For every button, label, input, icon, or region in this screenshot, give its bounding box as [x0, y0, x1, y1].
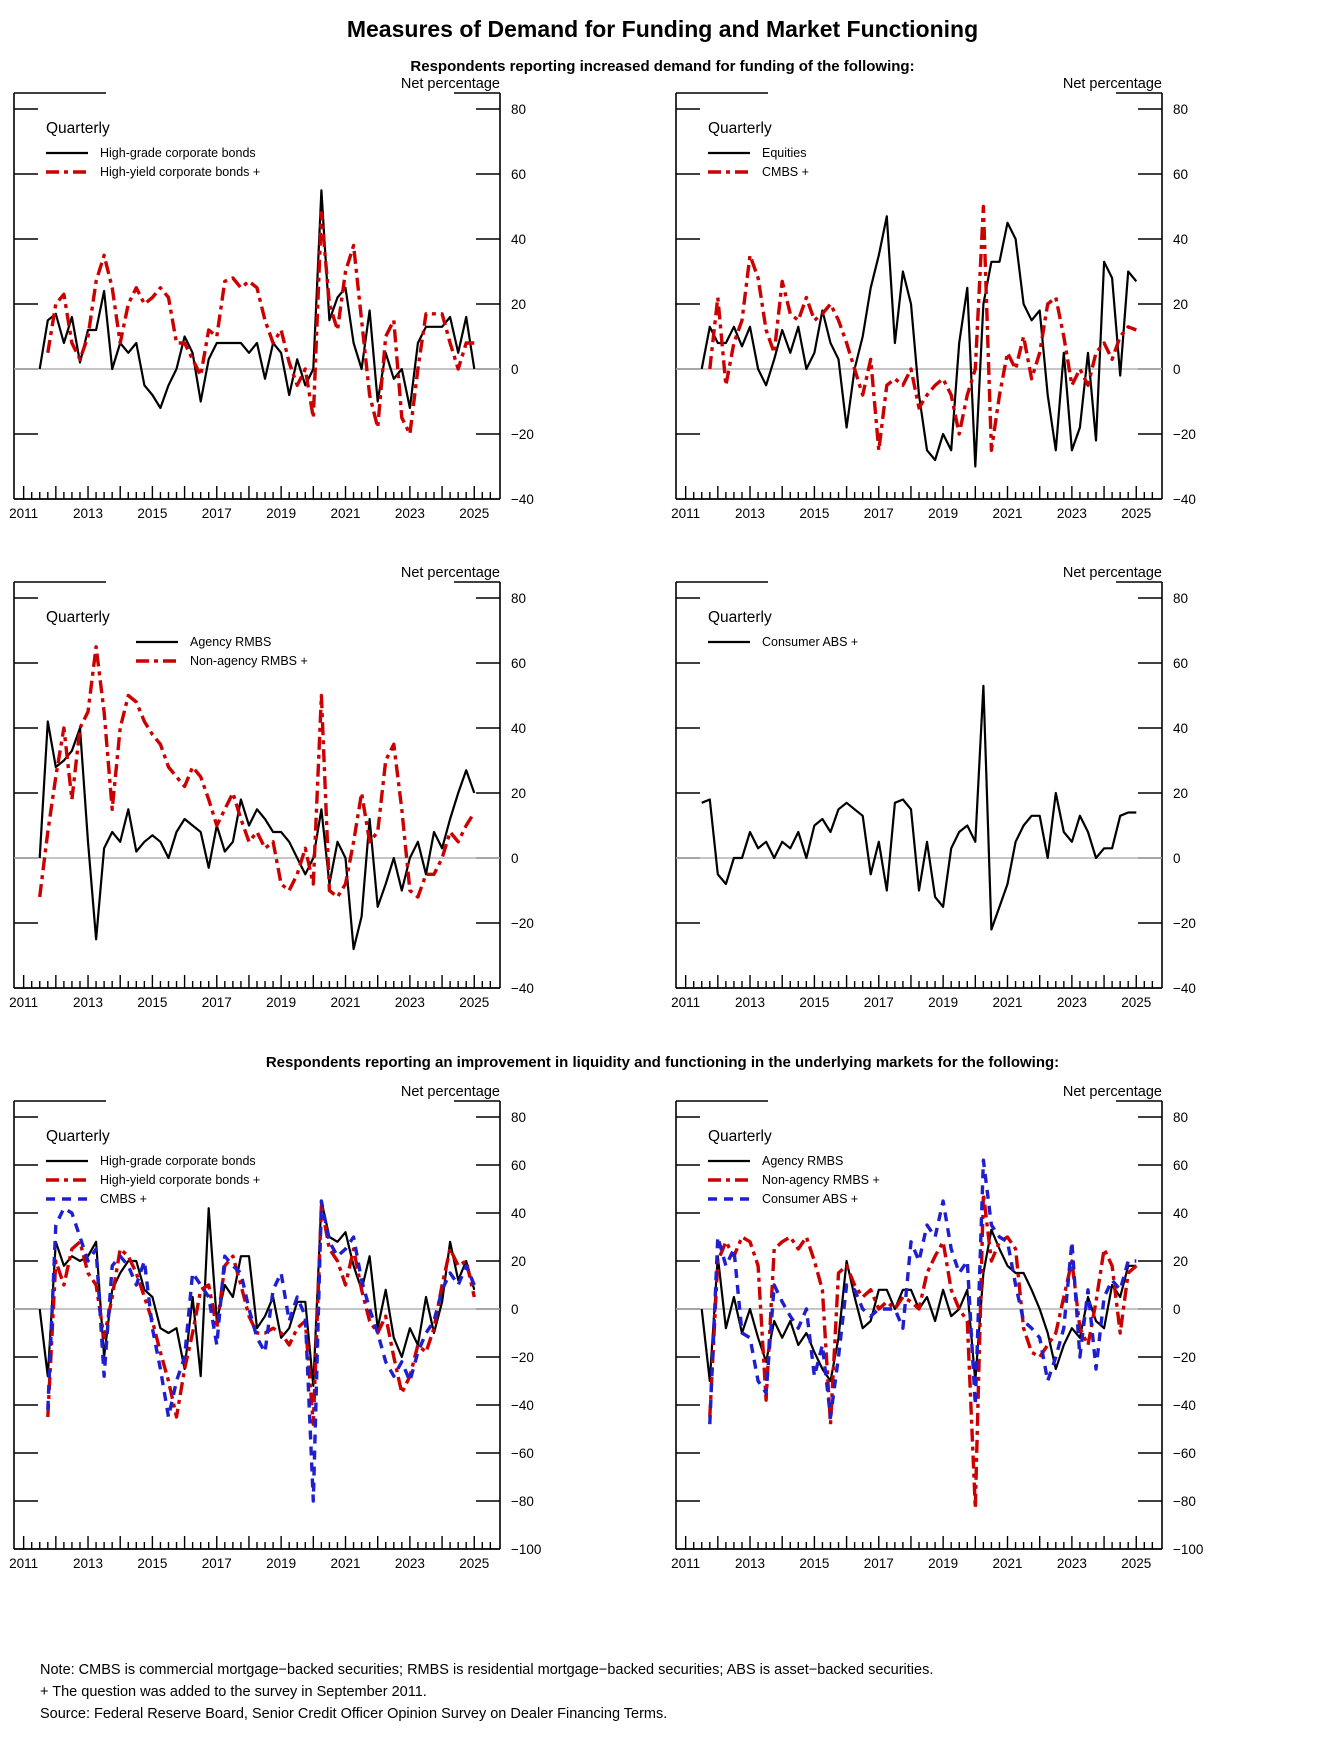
legend-label-high-yield-corporate-bonds: High-yield corporate bonds + — [100, 1173, 261, 1187]
y-axis-tick-label: 80 — [1173, 1110, 1189, 1125]
y-axis-tick-label: −40 — [511, 981, 534, 996]
y-axis-tick-label: 40 — [1173, 232, 1189, 247]
net-percentage-label: Net percentage — [1062, 1084, 1162, 1100]
y-axis-tick-label: 40 — [511, 721, 527, 736]
x-axis-year-label: 2017 — [863, 1556, 894, 1571]
x-axis-year-label: 2013 — [73, 995, 104, 1010]
series-line-high-grade-corporate-bonds — [40, 190, 475, 408]
liquidity-rmbs-abs-svg — [662, 1083, 1324, 1595]
x-axis-year-label: 2015 — [137, 1556, 168, 1571]
legend-label-non-agency-rmbs: Non-agency RMBS + — [762, 1173, 880, 1187]
x-axis-year-label: 2023 — [1056, 995, 1087, 1010]
y-axis-tick-label: 80 — [511, 1110, 527, 1125]
y-axis-tick-label: −60 — [511, 1446, 534, 1461]
y-axis-tick-label: −20 — [1173, 1350, 1196, 1365]
y-axis-tick-label: −20 — [1173, 427, 1196, 442]
x-axis-year-label: 2021 — [330, 995, 361, 1010]
x-axis-year-label: 2025 — [1121, 1556, 1152, 1571]
y-axis-tick-label: −20 — [511, 916, 534, 931]
y-axis-tick-label: 0 — [1173, 362, 1181, 377]
note-source: Source: Federal Reserve Board, Senior Credit Officer Opinion Survey on Dealer Financing Terms. — [40, 1705, 668, 1722]
x-axis-year-label: 2011 — [671, 506, 701, 521]
x-axis-year-label: 2017 — [863, 995, 894, 1010]
subtitle-funding-demand: Respondents reporting increased demand for funding of the following: — [410, 58, 915, 75]
x-axis-year-label: 2013 — [735, 1556, 766, 1571]
y-axis-tick-label: 60 — [511, 167, 527, 182]
y-axis-tick-label: 60 — [1173, 656, 1189, 671]
x-axis-year-label: 2025 — [459, 1556, 490, 1571]
y-axis-tick-label: −20 — [511, 1350, 534, 1365]
x-axis-year-label: 2025 — [459, 506, 490, 521]
y-axis-tick-label: −80 — [511, 1494, 534, 1509]
quarterly-label: Quarterly — [708, 609, 772, 626]
y-axis-tick-label: 60 — [511, 1158, 527, 1173]
x-axis-year-label: 2021 — [330, 1556, 361, 1571]
series-line-cmbs — [710, 207, 1137, 451]
series-line-cmbs — [48, 1201, 475, 1501]
legend-label-cmbs: CMBS + — [100, 1192, 147, 1206]
y-axis-tick-label: 0 — [511, 851, 519, 866]
demand-corporate-bonds-svg — [0, 75, 662, 545]
y-axis-tick-label: −80 — [1173, 1494, 1196, 1509]
y-axis-tick-label: 20 — [1173, 786, 1189, 801]
chart-demand-corporate-bonds — [0, 75, 662, 550]
x-axis-year-label: 2019 — [928, 506, 959, 521]
x-axis-year-label: 2011 — [9, 1556, 39, 1571]
legend-label-high-grade-corporate-bonds: High-grade corporate bonds — [100, 1154, 256, 1168]
y-axis-tick-label: 40 — [1173, 721, 1189, 736]
x-axis-year-label: 2023 — [1056, 506, 1087, 521]
chart-liquidity-rmbs-abs — [662, 1083, 1324, 1600]
x-axis-year-label: 2023 — [394, 1556, 425, 1571]
x-axis-year-label: 2011 — [671, 1556, 701, 1571]
chart-demand-consumer-abs — [662, 564, 1324, 1039]
x-axis-year-label: 2011 — [671, 995, 701, 1010]
x-axis-year-label: 2015 — [799, 1556, 830, 1571]
y-axis-tick-label: 80 — [511, 591, 527, 606]
y-axis-tick-label: −40 — [511, 1398, 534, 1413]
chart-demand-equities-cmbs — [662, 75, 1324, 550]
legend-label-high-yield-corporate-bonds: High-yield corporate bonds + — [100, 165, 261, 179]
quarterly-label: Quarterly — [708, 1128, 772, 1145]
x-axis-year-label: 2015 — [799, 995, 830, 1010]
y-axis-tick-label: 0 — [511, 362, 519, 377]
x-axis-year-label: 2025 — [459, 995, 490, 1010]
legend-label-equities: Equities — [762, 146, 807, 160]
x-axis-year-label: 2019 — [928, 1556, 959, 1571]
y-axis-tick-label: 40 — [1173, 1206, 1189, 1221]
y-axis-tick-label: −40 — [1173, 981, 1196, 996]
y-axis-tick-label: 80 — [1173, 102, 1189, 117]
quarterly-label: Quarterly — [46, 1128, 110, 1145]
x-axis-year-label: 2017 — [201, 506, 232, 521]
y-axis-tick-label: 40 — [511, 232, 527, 247]
y-axis-tick-label: −40 — [1173, 1398, 1196, 1413]
note-plus-sign: + The question was added to the survey in September 2011. — [40, 1683, 427, 1700]
x-axis-year-label: 2021 — [992, 506, 1023, 521]
y-axis-tick-label: −40 — [511, 492, 534, 507]
y-axis-tick-label: −100 — [1173, 1542, 1204, 1557]
quarterly-label: Quarterly — [46, 120, 110, 137]
x-axis-year-label: 2021 — [330, 506, 361, 521]
x-axis-year-label: 2013 — [735, 506, 766, 521]
demand-equities-cmbs-svg — [662, 75, 1324, 545]
demand-rmbs-svg — [0, 564, 662, 1034]
net-percentage-label: Net percentage — [400, 565, 500, 581]
chart-demand-rmbs — [0, 564, 662, 1039]
series-line-high-yield-corporate-bonds — [48, 1206, 475, 1424]
x-axis-year-label: 2019 — [266, 1556, 297, 1571]
x-axis-year-label: 2019 — [266, 506, 297, 521]
y-axis-tick-label: 20 — [1173, 297, 1189, 312]
subtitle-liquidity: Respondents reporting an improvement in liquidity and functioning in the underlying markets for the following: — [265, 1054, 1060, 1071]
chart-row-3 — [0, 1083, 1325, 1600]
chart-liquidity-corporate-cmbs — [0, 1083, 662, 1600]
chart-row-2 — [0, 564, 1325, 1039]
x-axis-year-label: 2025 — [1121, 506, 1152, 521]
y-axis-tick-label: −100 — [511, 1542, 542, 1557]
legend-label-non-agency-rmbs: Non-agency RMBS + — [190, 654, 308, 668]
y-axis-tick-label: 20 — [511, 786, 527, 801]
quarterly-label: Quarterly — [46, 609, 110, 626]
net-percentage-label: Net percentage — [400, 1084, 500, 1100]
y-axis-tick-label: 60 — [1173, 167, 1189, 182]
page-title: Measures of Demand for Funding and Market Functioning — [346, 16, 979, 42]
y-axis-tick-label: 80 — [511, 102, 527, 117]
quarterly-label: Quarterly — [708, 120, 772, 137]
x-axis-year-label: 2015 — [137, 506, 168, 521]
chart-row-1 — [0, 75, 1325, 550]
legend-label-agency-rmbs: Agency RMBS — [190, 635, 272, 649]
y-axis-tick-label: 60 — [511, 656, 527, 671]
y-axis-tick-label: −40 — [1173, 492, 1196, 507]
x-axis-year-label: 2023 — [394, 995, 425, 1010]
series-line-consumer-abs — [702, 686, 1137, 930]
liquidity-corporate-cmbs-svg — [0, 1083, 662, 1595]
demand-consumer-abs-svg — [662, 564, 1324, 1034]
y-axis-tick-label: 20 — [1173, 1254, 1189, 1269]
note-definitions: Note: CMBS is commercial mortgage−backed securities; RMBS is residential mortgage−backed securities; ABS is asset−backed securities. — [40, 1662, 934, 1678]
legend-label-consumer-abs: Consumer ABS + — [762, 635, 859, 649]
x-axis-year-label: 2021 — [992, 995, 1023, 1010]
legend-label-high-grade-corporate-bonds: High-grade corporate bonds — [100, 146, 256, 160]
footnotes — [40, 1660, 1325, 1725]
x-axis-year-label: 2021 — [992, 1556, 1023, 1571]
y-axis-tick-label: 20 — [511, 297, 527, 312]
series-line-equities — [702, 216, 1137, 466]
legend-label-consumer-abs: Consumer ABS + — [762, 1192, 859, 1206]
legend-label-cmbs: CMBS + — [762, 165, 809, 179]
x-axis-year-label: 2015 — [799, 506, 830, 521]
x-axis-year-label: 2011 — [9, 995, 39, 1010]
x-axis-year-label: 2017 — [201, 1556, 232, 1571]
y-axis-tick-label: 60 — [1173, 1158, 1189, 1173]
x-axis-year-label: 2013 — [73, 506, 104, 521]
y-axis-tick-label: −20 — [511, 427, 534, 442]
y-axis-tick-label: 20 — [511, 1254, 527, 1269]
x-axis-year-label: 2017 — [863, 506, 894, 521]
x-axis-year-label: 2011 — [9, 506, 39, 521]
x-axis-year-label: 2017 — [201, 995, 232, 1010]
x-axis-year-label: 2015 — [137, 995, 168, 1010]
y-axis-tick-label: 0 — [1173, 1302, 1181, 1317]
x-axis-year-label: 2013 — [735, 995, 766, 1010]
net-percentage-label: Net percentage — [1062, 76, 1162, 92]
y-axis-tick-label: −60 — [1173, 1446, 1196, 1461]
y-axis-tick-label: 0 — [511, 1302, 519, 1317]
net-percentage-label: Net percentage — [400, 76, 500, 92]
y-axis-tick-label: −20 — [1173, 916, 1196, 931]
legend-label-agency-rmbs: Agency RMBS — [762, 1154, 844, 1168]
y-axis-tick-label: 0 — [1173, 851, 1181, 866]
y-axis-tick-label: 80 — [1173, 591, 1189, 606]
x-axis-year-label: 2019 — [928, 995, 959, 1010]
y-axis-tick-label: 40 — [511, 1206, 527, 1221]
x-axis-year-label: 2025 — [1121, 995, 1152, 1010]
x-axis-year-label: 2023 — [1056, 1556, 1087, 1571]
x-axis-year-label: 2019 — [266, 995, 297, 1010]
x-axis-year-label: 2023 — [394, 506, 425, 521]
net-percentage-label: Net percentage — [1062, 565, 1162, 581]
x-axis-year-label: 2013 — [73, 1556, 104, 1571]
